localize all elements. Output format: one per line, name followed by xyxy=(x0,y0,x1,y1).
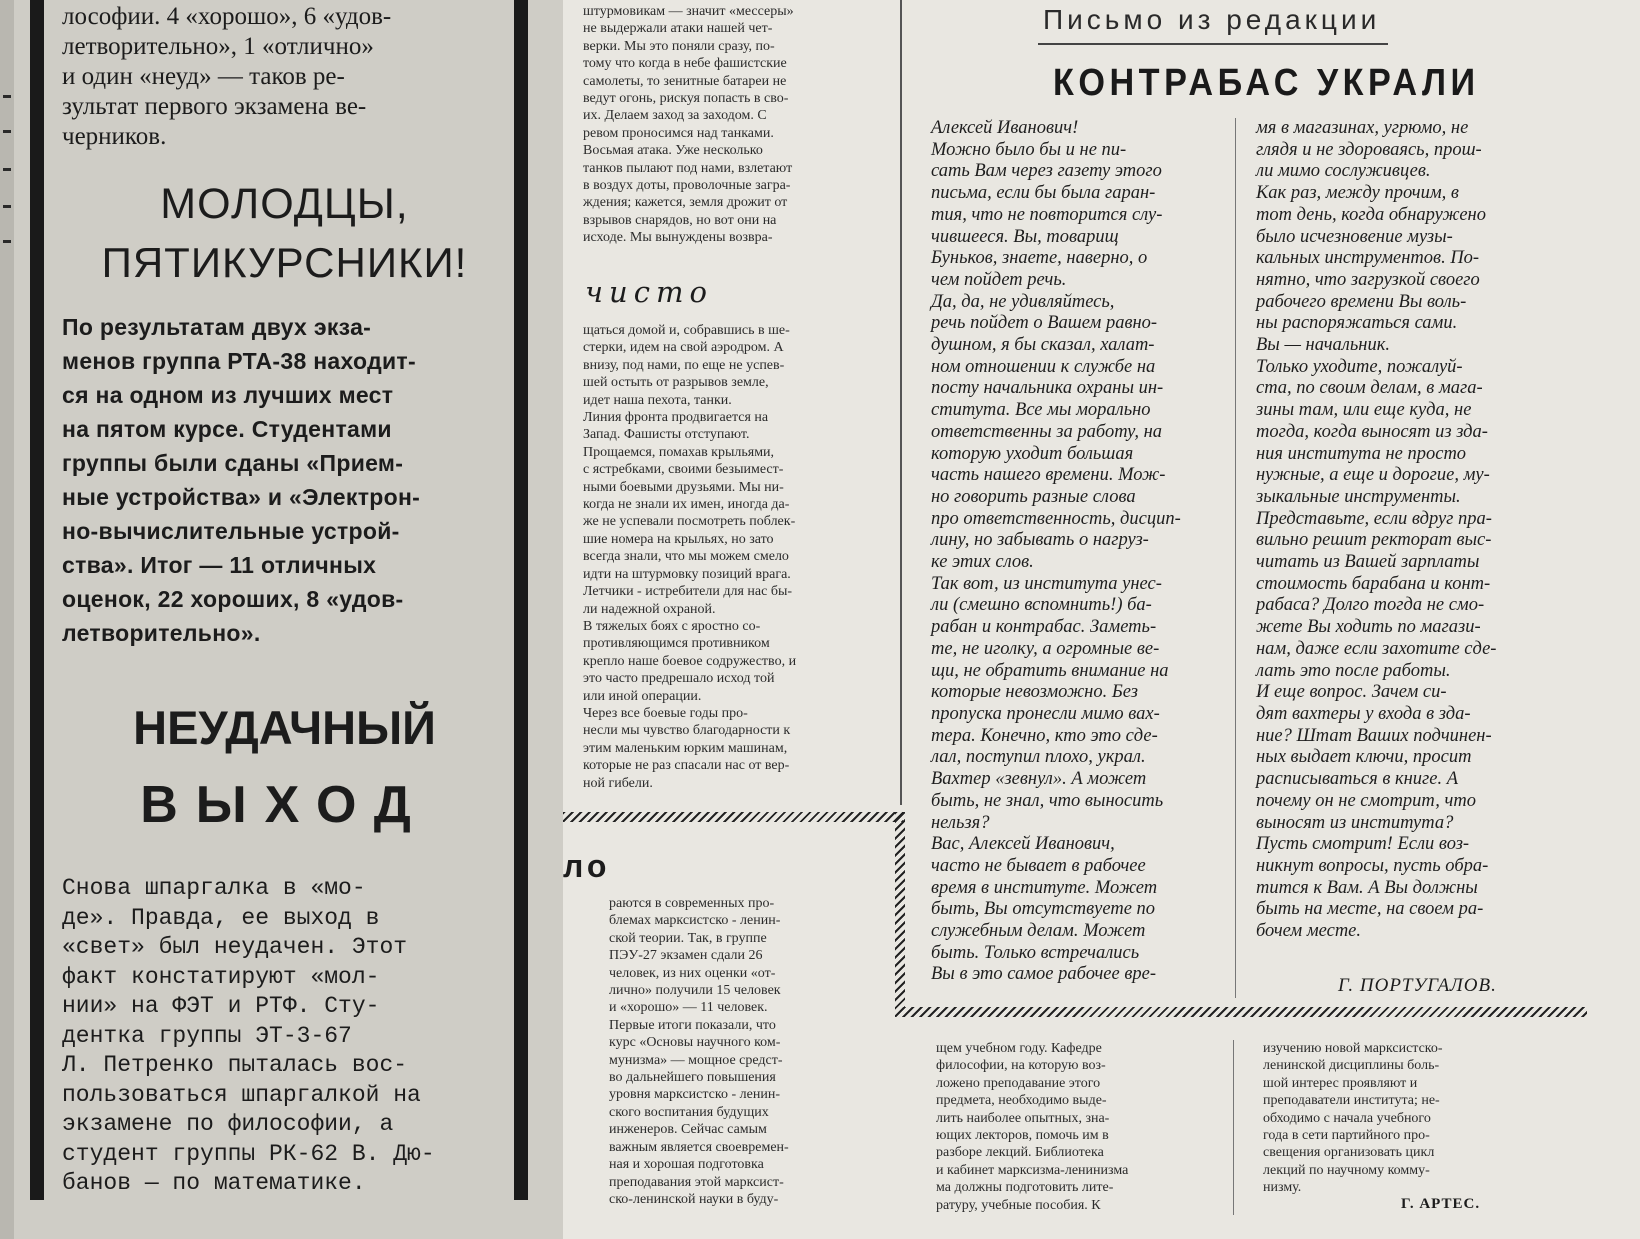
right-column-rule xyxy=(514,0,528,1200)
heading-molodtsy: МОЛОДЦЫ, xyxy=(160,180,409,228)
hatched-border-bottom xyxy=(895,1007,1587,1017)
adjacent-page-edge xyxy=(0,0,14,1239)
exam-article-text: раются в современных про- блемах марксистско - ленин- ской теории. Так, в группе ПЭУ-27 экзамен сдали 26 человек, из них оценки «от- лично» получили 15 человек и «хорошо» — 11 человек. Первые итоги показали, что курс «Основы научного ком- мунизма» — мощное средст- во дальнейшего повышения уровня марксистско - ленин- ского воспитания будущих инженеров. Сейчас самым важным является своевремен- ная и хорошая подготовка преподавания этой марксист- ско-ленинской науки в буду- xyxy=(609,896,789,1207)
intro-text: лософии. 4 «хорошо», 6 «удов- летворительно», 1 «отлично» и один «неуд» — таков ре- зультат первого экзамена ве- черников. xyxy=(62,3,392,150)
heading-vykhod: ВЫХОД xyxy=(140,776,429,834)
hatched-border-vertical xyxy=(895,812,905,1012)
heading-fragment-lo: ло xyxy=(563,848,611,884)
column-divider xyxy=(900,0,902,805)
letter-column-2: мя в магазинах, угрюмо, не глядя и не здороваясь, прош- ли мимо сослуживцев. Как раз, между прочим, в тот день, когда обнаружено было исчезновение музы- кальных инструментов. По- нятно, что загрузкой своего рабочего времени Вы воль- ны распоряжаться сами. Вы — начальник. Только уходите, пожалуй- ста, по своим делам, в мага- зины там, или еще куда, не тогда, когда выносят из зда- ния института не просто нужные, а еще и дорогие, му- зыкальные инструменты. Представьте, если вдруг пра- вильно решит ректорат выс- читать из Вашей зарплаты стоимость барабана и конт- рабаса? Долго тогда не смо- жете Вы ходить по магази- нам, даже если захотите сде- лать это после работы. И еще вопрос. Зачем си- дят вахтеры у входа в зда- ние? Штат Ваших подчинен- ных выдает ключи, просит расписываться в книге. А почему он не смотрит, что выносят из института? Пусть смотрит! Если воз- никнут вопросы, пусть обра- тится к Вам. А Вы должны быть на месте, на своем ра- бочем месте. xyxy=(1256,118,1497,942)
article-continuation-col-2: изучению новой марксистско- ленинской дисциплины боль- шой интерес проявляют и преподаватели института; не- обходимо с начала учебного года в сети партийного про- свещения организовать цикл лекций по научному комму- низму. xyxy=(1263,1041,1443,1196)
hatched-border xyxy=(563,812,903,822)
bottom-signature: Г. АРТЕС. xyxy=(1401,1196,1481,1212)
rubric-letter-from-editorial: Письмо из редакции xyxy=(1043,4,1381,35)
left-column-rule xyxy=(30,0,44,1200)
article-molodtsy: По результатам двух экза- менов группа РТА-38 находит- ся на одном из лучших мест на пятом курсе. Студентами группы были сданы «Прием- ные устройства» и «Электрон- но-вычислительные устрой- ства». Итог — 11 отличных оценок, 22 хороших, 8 «удов- летворительно». xyxy=(62,314,421,646)
left-clipping xyxy=(0,0,563,1239)
bottom-column-divider xyxy=(1233,1040,1234,1215)
heading-neudachnyi: НЕУДАЧНЫЙ xyxy=(133,701,436,754)
heading-pyatikursniki: ПЯТИКУРСНИКИ! xyxy=(101,239,468,286)
rubric-underline xyxy=(1038,43,1388,45)
memoir-text-middle: щаться домой и, собравшись в ше- стерки, идем на свой аэродром. А внизу, под нами, по еще не успев- шей остыть от разрывов земле, идет наша пехота, танки. Линия фронта продвигается на Запад. Фашисты отступают. Прощаемся, помахав крыльями, с ястребками, своими безыимест- ными боевыми друзьями. Мы ни- когда не знали их имен, иногда да- же не успевали посмотреть поблек- шие номера на крыльях, но зато всегда знали, что мы можем смело идти на штурмовку позиций врага. Летчики - истребители для нас бы- ли надежной охраной. В тяжелых боях с яростно со- противляющимся противником крепло наше боевое содружество, и это часто предрешало исход той или иной операции. Через все боевые годы про- несли мы чувство благодарности к этим маленьким юрким машинам, которые не раз спасали нас от вер- ной гибели. xyxy=(583,323,797,791)
memoir-text-top: штурмовикам — значит «мессеры» не выдержали атаки нашей чет- верки. Мы это поняли сразу, по- тому что когда в небе фашистские самолеты, то зенитные батареи не ведут огонь, рискуя попасть в сво- их. Делаем заход за заходом. С ревом проносимся над танками. Восьмая атака. Уже несколько танков пылают под нами, взлетают в воздух доты, проволочные загра- ждения; кажется, земля дрожит от взрывов снарядов, но вот они на исходе. Мы вынуждены возвра- xyxy=(583,4,794,246)
article-continuation-col-1: щем учебном году. Кафедре философии, на которую воз- ложено преподавание этого предмета, необходимо выде- лить наиболее опытных, зна- ющих лекторов, помочь им в разборе лекций. Библиотека и кабинет марксизма-ленинизма ма должны подготовить лите- ратуру, учебные пособия. К xyxy=(936,1041,1129,1213)
letter-column-1: Алексей Иванович! Можно было бы и не пи- сать Вам через газету этого письма, если бы была гаран- тия, что не повторится слу- чившееся. Вы, товарищ Буньков, знаете, наверно, о чем пойдет речь. Да, да, не удивляйтесь, речь пойдет о Вашем равно- душном, я бы сказал, халат- ном отношении к службе на посту начальника охраны ин- ститута. Все мы морально ответственны за работу, на которую уходит большая часть нашего времени. Мож- но говорить разные слова про ответственность, дисцип- лину, но забывать о нагруз- ке этих слов. Так вот, из института унес- ли (смешно вспомнить!) ба- рабан и контрабас. Заметь- те, не иголку, а огромные ве- щи, не обратить внимание на которые невозможно. Без пропуска пронесли мимо вах- тера. Конечно, кто это сде- лал, поступил плохо, украл. Вахтер «зевнул». А может быть, не знал, что выносить нельзя? Вас, Алексей Иванович, часто не бывает в рабочее время в институте. Может быть, Вы отсутствуете по служебным делам. Может быть. Только встречались Вы в это самое рабочее вре- xyxy=(931,118,1181,985)
article-neudachnyi-vykhod: Снова шпаргалка в «мо- де». Правда, ее выход в «свет» был неудачен. Этот факт констатируют «мол- нии» на ФЭТ и РТФ. Сту- дентка группы ЭТ-3-67 Л. Петренко пыталась вос- пользоваться шпаргалкой на экзамене по философии, а студент группы РК-62 В. Дю- банов — по математике. xyxy=(62,875,435,1196)
letter-title: КОНТРАБАС УКРАЛИ xyxy=(1053,62,1480,104)
letter-column-divider xyxy=(1235,118,1236,998)
right-clipping xyxy=(563,0,1640,1239)
letter-signature: Г. ПОРТУГАЛОВ. xyxy=(1338,975,1497,996)
heading-fragment-chisto: чисто xyxy=(585,275,713,309)
